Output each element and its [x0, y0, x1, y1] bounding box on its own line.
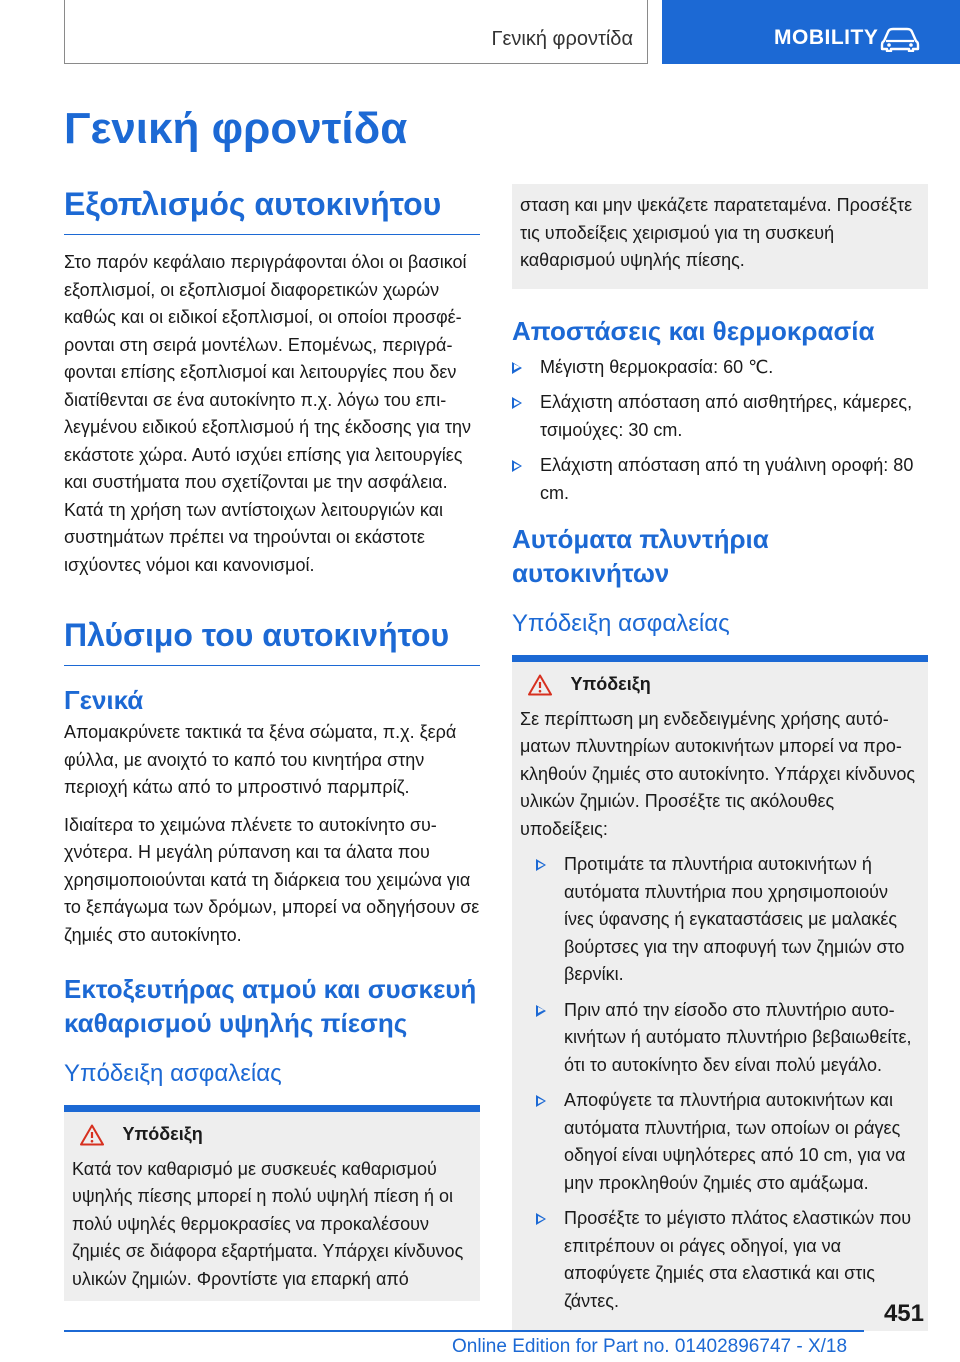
carwash-list	[520, 851, 920, 1315]
list-item: Ελάχιστη απόσταση από αισθητήρες, κάμερες, τσιμούχες: 30 cm.	[512, 389, 928, 444]
left-column	[64, 184, 480, 1301]
washing-heading: Πλύσιμο του αυτοκινήτου	[64, 615, 480, 666]
carwash-safety-heading: Υπόδειξη ασφαλείας	[512, 609, 730, 637]
right-column	[512, 184, 928, 1331]
header-frame	[64, 0, 648, 64]
equipment-heading: Εξοπλισμός αυτοκινήτου	[64, 184, 480, 235]
list-item: Προτιμάτε τα πλυντήρια αυτοκινήτων ή αυτόματα πλυντήρια που χρησιμοποιούν ίνες ύφανσης ή εγκαταστάσεις με μαλακές βούρτσες για την αποφυγή των ζημιών στο βερνίκι.	[520, 851, 920, 989]
list-item: Πριν από την είσοδο στο πλυντήριο αυτοκινήτων ή αυτόματο πλυντήριο βεβαιωθείτε, ότι το αυτοκίνητο δεν είναι πολύ μεγάλο.	[520, 997, 920, 1080]
list-item: Προσέξτε το μέγιστο πλάτος ελαστικών που επιτρέπουν οι ράγες οδηγοί, για να αποφύγετε ζημιές στα ελαστικά και στις ζάντες.	[520, 1205, 920, 1315]
page-number: 451	[883, 1300, 924, 1327]
distances-list	[512, 354, 928, 508]
steam-warning-text: Κατά τον καθαρισμό με συσκευές καθαρισμού υψηλής πίεσης μπορεί η πολύ υψηλή πίεση ή οι πολύ υψηλές θερμοκρασίες να προκαλέσουν ζημιές σε διάφορα εξαρτήματα. Υπάρχει κίνδυνος υλικών ζημιών. Φροντίστε για επαρκή από	[72, 1158, 464, 1289]
bullet-arrow-icon	[512, 362, 522, 374]
list-item: Αποφύγετε τα πλυντήρια αυτοκινήτων και αυτόματα πλυντήρια, των οποίων οι ράγες οδηγοί είναι υψηλότερες από 10 cm, για να μην προκληθούν ζημιές στο αμάξωμα.	[520, 1087, 920, 1197]
steam-warning-box-continued	[512, 184, 928, 289]
footer-divider	[64, 1330, 864, 1332]
steam-safety-heading: Υπόδειξη ασφαλείας	[64, 1059, 282, 1087]
equipment-body: Στο παρόν κεφάλαιο περιγράφονται όλοι οι βασικοί εξοπλισμοί, οι εξοπλισμοί διαφορετικών χωρών καθώς και οι ειδικοί εξοπλισμοί, οι οποίοι προσφέρονται στη σειρά μοντέλων. Επομένως, περιγράφονται επίσης εξοπλισμοί και λειτουργίες που δεν διατίθενται σε ένα αυτοκίνητο π.χ. λόγω του επιλεγμένου ειδικού εξοπλισμού ή της έκδοσης για την εκάστοτε χώρα. Αυτό ισχύει επίσης για λειτουργίες και συστήματα που σχετίζονται με την ασφάλεια. Κατά τη χρήση των αντίστοιχων λειτουργιών και συστημάτων πρέπει να τηρούνται οι εκάστοτε ισχύοντες νόμοι και κανονισμοί.	[64, 252, 472, 575]
header-section-title: Γενική φροντίδα	[491, 28, 633, 50]
bullet-arrow-icon	[512, 397, 522, 409]
steam-warning-text-continued: σταση και μην ψεκάζετε παρατεταμένα. Προσέξτε τις υποδείξεις χειρισμού για τη συσκευή καθαρισμού υψηλής πίεσης.	[520, 195, 913, 270]
carwash-warning-text: Σε περίπτωση μη ενδεδειγμένης χρήσης αυτόματων πλυντηρίων αυτοκινήτων μπορεί να προκληθούν ζημιές στο αυτοκίνητο. Υπάρχει κίνδυνος υλικών ζημιών. Προσέξτε τις ακόλουθες υποδείξεις:	[520, 708, 916, 839]
washing-paragraph-2: Ιδιαίτερα το χειμώνα πλένετε το αυτοκίνητο συχνότερα. Η μεγάλη ρύπανση και τα άλατα που χρησιμοποιούνται κατά τη διάρκεια του χειμώνα για το ξεπάγωμα των δρόμων, μπορεί να οδηγήσουν σε ζημιές στο αυτοκίνητο.	[64, 814, 480, 945]
list-item: Μέγιστη θερμοκρασία: 60 ℃.	[512, 354, 928, 382]
bullet-arrow-icon	[536, 1095, 546, 1107]
distances-heading: Αποστάσεις και θερμοκρασία	[512, 315, 875, 346]
bullet-arrow-icon	[536, 859, 546, 871]
list-item: Ελάχιστη απόσταση από τη γυάλινη οροφή: 80 cm.	[512, 452, 928, 507]
bullet-arrow-icon	[536, 1005, 546, 1017]
bullet-arrow-icon	[536, 1213, 546, 1225]
bullet-arrow-icon	[512, 460, 522, 472]
carwash-warning-title: Υπόδειξη	[570, 674, 651, 695]
carwash-warning-bar	[512, 655, 928, 662]
steam-cleaner-heading: Εκτοξευτήρας ατμού και συσκευή καθαρισμού υψηλής πίεσης	[64, 974, 477, 1038]
car-icon	[880, 26, 920, 52]
carwash-heading: Αυτόματα πλυντήρια αυτοκινήτων	[512, 524, 769, 588]
general-heading: Γενικά	[64, 685, 144, 715]
steam-warning-box	[64, 1112, 480, 1302]
mobility-tab[interactable]	[662, 0, 960, 64]
carwash-warning-box	[512, 662, 928, 1332]
mobility-tab-label: MOBILITY	[774, 26, 879, 49]
steam-warning-bar	[64, 1105, 480, 1112]
warning-triangle-icon	[80, 1124, 104, 1146]
steam-warning-title: Υπόδειξη	[122, 1124, 203, 1145]
page-title: Γενική φροντίδα	[64, 104, 408, 153]
footer-edition: Online Edition for Part no. 01402896747 - X/18	[452, 1336, 848, 1357]
warning-triangle-icon	[528, 674, 552, 696]
washing-paragraph-1: Απομακρύνετε τακτικά τα ξένα σώματα, π.χ. ξερά φύλλα, με ανοιχτό το καπό του κινητήρα στην περιοχή κάτω από το μπροστινό παρμπρίζ.	[64, 722, 457, 798]
